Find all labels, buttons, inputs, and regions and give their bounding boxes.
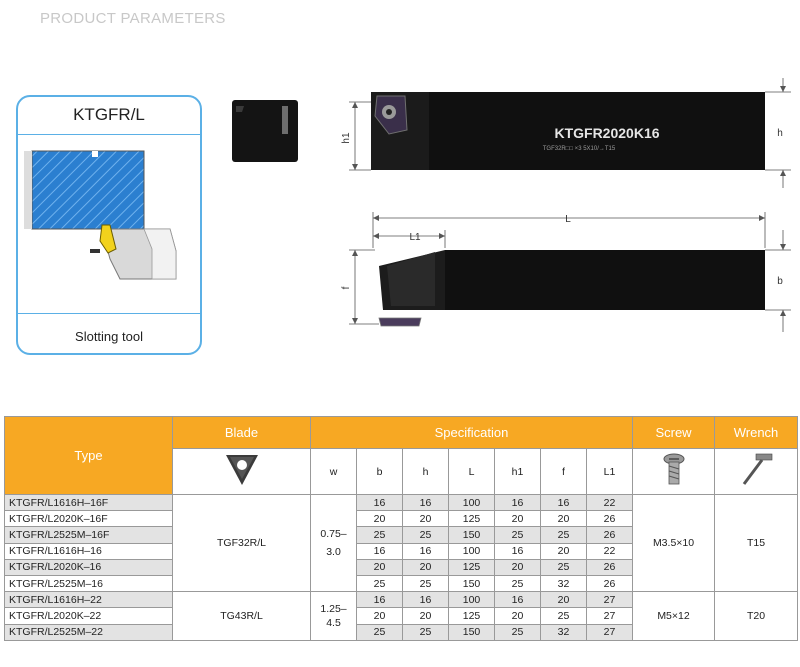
sub-header-b: b — [357, 449, 403, 495]
cell-L1: 26 — [587, 559, 633, 575]
header-type: Type — [5, 417, 173, 495]
cell-f: 32 — [541, 624, 587, 640]
wrench-icon — [736, 452, 776, 488]
cell-f: 20 — [541, 592, 587, 608]
cell-h1: 16 — [495, 495, 541, 511]
cell-b: 16 — [357, 495, 403, 511]
cell-L: 125 — [449, 608, 495, 624]
table-row-type: KTGFR/L1616H–16 — [5, 543, 173, 559]
table-row-type: KTGFR/L2020K–22 — [5, 608, 173, 624]
cell-b: 25 — [357, 527, 403, 543]
cell-L1: 27 — [587, 608, 633, 624]
cell-L: 125 — [449, 559, 495, 575]
dim-h: h — [777, 128, 783, 139]
tool-drawing — [335, 70, 795, 340]
tool-body-side — [445, 250, 765, 310]
table-row-type: KTGFR/L1616H–16F — [5, 495, 173, 511]
cell-h: 25 — [403, 527, 449, 543]
cell-L1: 27 — [587, 624, 633, 640]
cell-b: 20 — [357, 511, 403, 527]
sub-header-f: f — [541, 449, 587, 495]
cell-h1: 25 — [495, 527, 541, 543]
cell-f: 25 — [541, 608, 587, 624]
w-group-1: 0.75– 3.0 — [311, 495, 357, 592]
cell-b: 16 — [357, 543, 403, 559]
sub-header-w: w — [311, 449, 357, 495]
cell-h1: 25 — [495, 575, 541, 591]
cell-h1: 25 — [495, 624, 541, 640]
wrench-group-1: T15 — [715, 495, 798, 592]
tool-sub-marking: TGF32R□□ ×3 5X10/→T15 — [542, 146, 616, 152]
table-row-type: KTGFR/L1616H–22 — [5, 592, 173, 608]
cell-h: 16 — [403, 495, 449, 511]
screw-group-1: M3.5×10 — [633, 495, 715, 592]
sub-header-h: h — [403, 449, 449, 495]
w-group-2: 1.25– 4.5 — [311, 592, 357, 641]
screw-icon-cell — [633, 449, 715, 495]
blade-insert-icon — [222, 451, 262, 489]
page-heading: PRODUCT PARAMETERS — [40, 10, 226, 27]
cell-h1: 20 — [495, 511, 541, 527]
table-row-type: KTGFR/L2525M–16 — [5, 575, 173, 591]
card-title: KTGFR/L — [18, 97, 200, 135]
cell-h: 16 — [403, 592, 449, 608]
table-row-type: KTGFR/L2525M–16F — [5, 527, 173, 543]
cell-L: 125 — [449, 511, 495, 527]
cell-h: 25 — [403, 624, 449, 640]
cell-f: 25 — [541, 559, 587, 575]
header-wrench: Wrench — [715, 417, 798, 449]
cell-h: 25 — [403, 575, 449, 591]
cell-b: 16 — [357, 592, 403, 608]
cell-L: 100 — [449, 592, 495, 608]
cell-L: 150 — [449, 527, 495, 543]
dim-f: f — [341, 286, 352, 290]
tool-type-card — [16, 95, 202, 355]
card-caption: Slotting tool — [18, 313, 200, 353]
cell-b: 25 — [357, 624, 403, 640]
screw-group-2: M5×12 — [633, 592, 715, 641]
slotting-illustration — [24, 141, 196, 309]
cell-L1: 22 — [587, 495, 633, 511]
wrench-group-2: T20 — [715, 592, 798, 641]
header-specification: Specification — [311, 417, 633, 449]
sub-header-L: L — [449, 449, 495, 495]
dim-L1: L1 — [409, 232, 421, 243]
table-row-type: KTGFR/L2020K–16 — [5, 559, 173, 575]
cell-f: 20 — [541, 511, 587, 527]
cell-h: 20 — [403, 608, 449, 624]
cell-h: 20 — [403, 559, 449, 575]
screw-icon — [661, 452, 687, 488]
sub-header-h1: h1 — [495, 449, 541, 495]
cell-b: 20 — [357, 559, 403, 575]
header-screw: Screw — [633, 417, 715, 449]
dim-b: b — [777, 276, 783, 287]
cell-h1: 16 — [495, 543, 541, 559]
cell-b: 25 — [357, 575, 403, 591]
blade-icon-cell — [173, 449, 311, 495]
cell-L1: 22 — [587, 543, 633, 559]
cell-h1: 20 — [495, 559, 541, 575]
cell-L1: 26 — [587, 575, 633, 591]
cell-f: 20 — [541, 543, 587, 559]
cell-h1: 16 — [495, 592, 541, 608]
cell-L: 150 — [449, 575, 495, 591]
cell-L1: 27 — [587, 592, 633, 608]
cell-h1: 20 — [495, 608, 541, 624]
cell-L1: 26 — [587, 511, 633, 527]
wrench-icon-cell — [715, 449, 798, 495]
cell-L: 150 — [449, 624, 495, 640]
spec-table — [4, 416, 798, 641]
tool-marking: KTGFR2020K16 — [554, 125, 660, 141]
header-blade: Blade — [173, 417, 311, 449]
cell-h: 16 — [403, 543, 449, 559]
cell-L1: 26 — [587, 527, 633, 543]
dim-L: L — [565, 214, 571, 225]
cell-f: 32 — [541, 575, 587, 591]
table-row-type: KTGFR/L2020K–16F — [5, 511, 173, 527]
cell-b: 20 — [357, 608, 403, 624]
cell-L: 100 — [449, 543, 495, 559]
blade-group-1: TGF32R/L — [173, 495, 311, 592]
cell-L: 100 — [449, 495, 495, 511]
sub-header-L1: L1 — [587, 449, 633, 495]
insert-blank-image — [232, 100, 298, 162]
cell-f: 25 — [541, 527, 587, 543]
table-row-type: KTGFR/L2525M–22 — [5, 624, 173, 640]
cell-h: 20 — [403, 511, 449, 527]
cell-f: 16 — [541, 495, 587, 511]
blade-group-2: TG43R/L — [173, 592, 311, 641]
dim-h1: h1 — [341, 132, 352, 144]
